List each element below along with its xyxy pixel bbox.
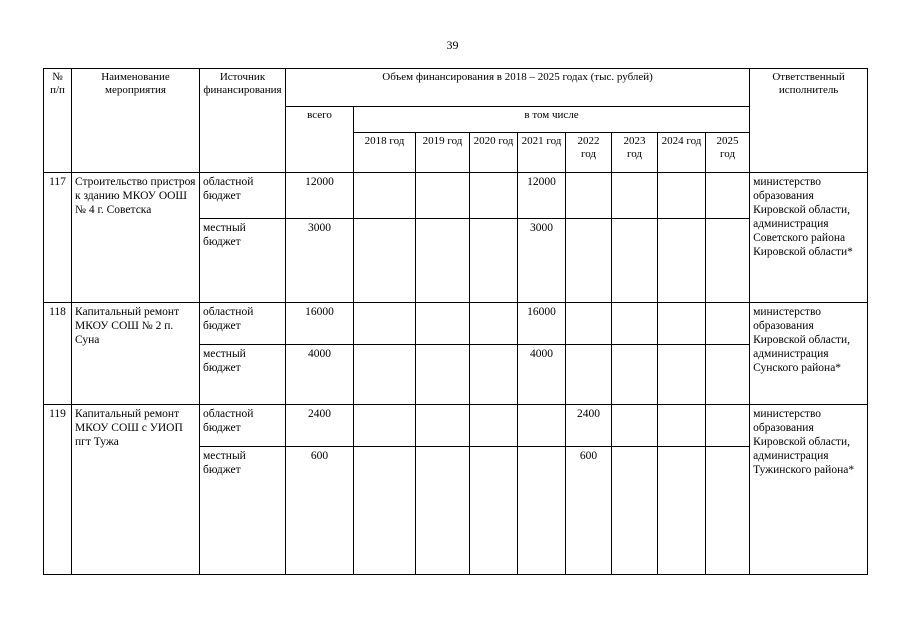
year-value: 2400 [566,405,612,447]
funding-source: местный бюджет [200,345,286,405]
year-value [416,447,470,575]
header-source: Источник финансирования [200,69,286,173]
year-value: 16000 [518,303,566,345]
year-value [470,447,518,575]
financing-table [43,68,868,575]
header-year: 2025 год [706,133,750,173]
funding-source: областной бюджет [200,173,286,219]
year-value [566,173,612,219]
year-value [658,345,706,405]
year-value [416,345,470,405]
year-value [706,345,750,405]
year-value [470,345,518,405]
header-year: 2021 год [518,133,566,173]
year-value [416,173,470,219]
year-value [612,303,658,345]
year-value [706,405,750,447]
measure-name: Строительство пристроя к зданию МКОУ ООШ № 4 г. Советска [72,173,200,303]
header-year: 2022 год [566,133,612,173]
year-value [706,173,750,219]
header-year: 2018 год [354,133,416,173]
year-value [658,219,706,303]
table-row [44,405,868,447]
year-value [470,173,518,219]
header-including: в том числе [354,107,750,133]
table-row [44,173,868,219]
year-value [416,219,470,303]
year-value [470,219,518,303]
table-row [44,303,868,345]
year-value: 4000 [518,345,566,405]
total-value: 4000 [286,345,354,405]
year-value [612,447,658,575]
year-value [354,405,416,447]
year-value [518,447,566,575]
header-year: 2020 год [470,133,518,173]
year-value [470,303,518,345]
year-value [706,447,750,575]
row-number: 117 [44,173,72,303]
year-value [566,303,612,345]
header-name: Наименование мероприятия [72,69,200,173]
header-funding: Объем финансирования в 2018 – 2025 годах (тыс. рублей) [286,69,750,107]
funding-source: местный бюджет [200,447,286,575]
responsible-executor: министерство образования Кировской области, администрация Тужинского района* [750,405,868,575]
year-value [566,345,612,405]
header-total: всего [286,107,354,173]
header-year: 2019 год [416,133,470,173]
measure-name: Капитальный ремонт МКОУ СОШ № 2 п. Суна [72,303,200,405]
total-value: 2400 [286,405,354,447]
year-value [612,405,658,447]
year-value [354,447,416,575]
year-value [706,303,750,345]
year-value [658,173,706,219]
funding-source: областной бюджет [200,303,286,345]
year-value [566,219,612,303]
year-value [518,405,566,447]
year-value [612,219,658,303]
year-value [354,345,416,405]
year-value [354,219,416,303]
total-value: 3000 [286,219,354,303]
year-value [658,405,706,447]
total-value: 600 [286,447,354,575]
year-value [658,303,706,345]
header-year: 2023 год [612,133,658,173]
total-value: 16000 [286,303,354,345]
year-value [416,405,470,447]
year-value: 600 [566,447,612,575]
year-value [416,303,470,345]
row-number: 119 [44,405,72,575]
funding-source: областной бюджет [200,405,286,447]
year-value [354,303,416,345]
year-value [706,219,750,303]
year-value [612,345,658,405]
page-number: 39 [446,38,459,52]
year-value: 3000 [518,219,566,303]
total-value: 12000 [286,173,354,219]
header-num: № п/п [44,69,72,173]
year-value [612,173,658,219]
header-year: 2024 год [658,133,706,173]
row-number: 118 [44,303,72,405]
responsible-executor: министерство образования Кировской области, администрация Советского района Кировской области* [750,173,868,303]
year-value: 12000 [518,173,566,219]
funding-source: местный бюджет [200,219,286,303]
year-value [470,405,518,447]
measure-name: Капитальный ремонт МКОУ СОШ с УИОП пгт Тужа [72,405,200,575]
header-responsible: Ответственный исполнитель [750,69,868,173]
responsible-executor: министерство образования Кировской области, администрация Сунского района* [750,303,868,405]
year-value [354,173,416,219]
year-value [658,447,706,575]
